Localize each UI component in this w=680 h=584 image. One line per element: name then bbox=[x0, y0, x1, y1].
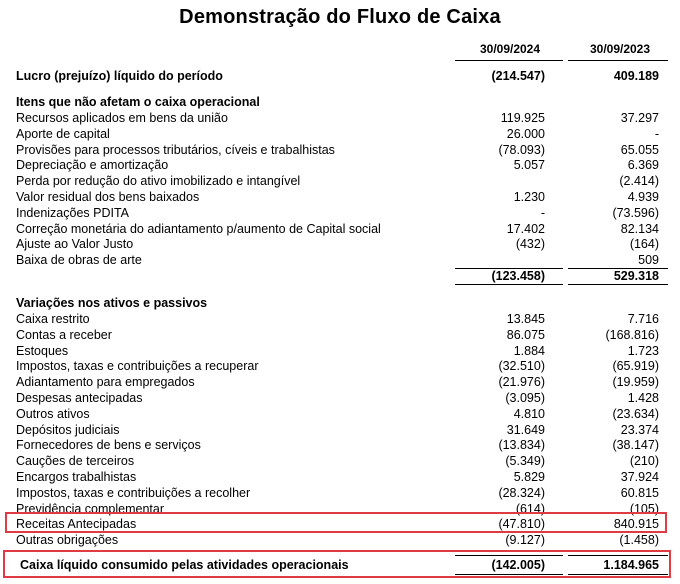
value-2024: (5.349) bbox=[505, 454, 545, 469]
row-label: Adiantamento para empregados bbox=[16, 375, 195, 390]
row-label: Depreciação e amortização bbox=[16, 158, 169, 173]
table-row bbox=[0, 469, 680, 485]
table-row bbox=[0, 437, 680, 453]
value-2024: (142.005) bbox=[491, 558, 545, 572]
value-2024: (78.093) bbox=[498, 142, 545, 157]
row-label: Fornecedores de bens e serviços bbox=[16, 438, 201, 453]
value-2023: (73.596) bbox=[612, 205, 659, 220]
row-label: Aporte de capital bbox=[16, 126, 110, 141]
value-2024: 4.810 bbox=[513, 406, 545, 421]
value-2023: (105) bbox=[629, 501, 659, 516]
value-2024: 86.075 bbox=[506, 327, 545, 342]
column-header-2023: 30/09/2023 bbox=[589, 42, 651, 56]
row-label: Receitas Antecipadas bbox=[16, 517, 137, 532]
row-label: Outros ativos bbox=[16, 406, 90, 421]
value-2023: 509 bbox=[638, 253, 659, 268]
section-heading-variations bbox=[0, 295, 680, 311]
heading-label: Variações nos ativos e passivos bbox=[16, 296, 208, 310]
value-2023: 7.716 bbox=[627, 312, 659, 326]
row-label: Baixa de obras de arte bbox=[16, 253, 142, 268]
row-label: Depósitos judiciais bbox=[16, 422, 120, 437]
value-2023: (19.959) bbox=[612, 375, 659, 390]
row-label: Indenizações PDITA bbox=[16, 205, 130, 220]
total-bottom-rule-2024 bbox=[455, 574, 563, 575]
page-title: Demonstração do Fluxo de Caixa bbox=[179, 6, 501, 28]
row-label: Outras obrigações bbox=[16, 533, 119, 548]
subtotal-bottom-rule-2023 bbox=[568, 284, 668, 285]
value-2023: (168.816) bbox=[605, 327, 659, 342]
value-2023: (38.147) bbox=[612, 438, 659, 453]
total-bottom-rule-2023 bbox=[568, 574, 668, 575]
row-label: Impostos, taxas e contribuições a recolher bbox=[16, 485, 251, 500]
value-2024: 26.000 bbox=[506, 126, 545, 141]
subtotal-2023: 529.318 bbox=[613, 269, 659, 283]
table-row bbox=[0, 252, 680, 268]
table-row bbox=[0, 485, 680, 501]
row-label: Correção monetária do adiantamento p/aumento de Capital social bbox=[16, 221, 381, 236]
row-label: Recursos aplicados em bens da união bbox=[16, 111, 228, 125]
value-2023: 82.134 bbox=[620, 221, 659, 236]
table-row bbox=[0, 173, 680, 189]
value-2024: (432) bbox=[515, 237, 545, 252]
value-2023: 65.055 bbox=[620, 142, 659, 157]
row-label: Caixa líquido consumido pelas atividades operacionais bbox=[20, 558, 349, 572]
subtotal-row bbox=[0, 268, 680, 284]
value-2023: 409.189 bbox=[613, 69, 659, 83]
column-rule-2024 bbox=[455, 60, 563, 61]
value-2024: 13.845 bbox=[506, 312, 545, 326]
table-row bbox=[0, 532, 680, 548]
value-2024: (28.324) bbox=[498, 485, 545, 500]
value-2023: 1.184.965 bbox=[603, 558, 659, 572]
column-rule-2023 bbox=[568, 60, 668, 61]
value-2023: 840.915 bbox=[613, 517, 659, 532]
subtotal-bottom-rule-2024 bbox=[455, 284, 563, 285]
net-income-row bbox=[0, 68, 680, 84]
table-row bbox=[0, 126, 680, 142]
value-2023: 37.924 bbox=[620, 470, 659, 484]
value-2024: 31.649 bbox=[506, 422, 545, 437]
section-heading-non-cash bbox=[0, 94, 680, 110]
row-label: Lucro (prejuízo) líquido do período bbox=[16, 69, 223, 83]
value-2024: 1.230 bbox=[513, 190, 545, 204]
value-2024: - bbox=[540, 205, 545, 220]
value-2023: 1.723 bbox=[627, 343, 659, 358]
total-row bbox=[0, 557, 680, 573]
highlight-receitas-antecipadas bbox=[5, 512, 667, 533]
row-label: Encargos trabalhistas bbox=[16, 470, 137, 484]
table-row bbox=[0, 327, 680, 343]
value-2024: (47.810) bbox=[498, 517, 545, 532]
table-row bbox=[0, 311, 680, 327]
value-2023: (1.458) bbox=[619, 533, 659, 548]
row-label: Despesas antecipadas bbox=[16, 391, 143, 405]
table-row bbox=[0, 110, 680, 126]
value-2023: 1.428 bbox=[627, 391, 659, 405]
heading-label: Itens que não afetam o caixa operacional bbox=[16, 95, 260, 109]
value-2024: (9.127) bbox=[505, 533, 545, 548]
table-row bbox=[0, 358, 680, 374]
value-2023: (210) bbox=[629, 454, 659, 469]
value-2024: 119.925 bbox=[500, 111, 545, 125]
value-2023: (2.414) bbox=[619, 174, 659, 189]
value-2024: (13.834) bbox=[498, 438, 545, 453]
table-row bbox=[0, 343, 680, 359]
table-row bbox=[0, 189, 680, 205]
value-2023: (23.634) bbox=[612, 406, 659, 421]
table-row bbox=[0, 374, 680, 390]
value-2023: 60.815 bbox=[620, 485, 659, 500]
value-2024: 5.829 bbox=[513, 470, 545, 484]
row-label: Ajuste ao Valor Justo bbox=[16, 237, 134, 252]
table-row bbox=[0, 422, 680, 438]
value-2024: (3.095) bbox=[505, 391, 545, 405]
value-2023: 37.297 bbox=[620, 111, 659, 125]
value-2023: 23.374 bbox=[620, 422, 659, 437]
value-2023: 6.369 bbox=[627, 158, 659, 173]
table-row bbox=[0, 157, 680, 173]
value-2024: 5.057 bbox=[513, 158, 545, 173]
row-label: Impostos, taxas e contribuições a recuperar bbox=[16, 359, 259, 374]
row-label: Estoques bbox=[16, 343, 69, 358]
table-row bbox=[0, 453, 680, 469]
value-2024: (21.976) bbox=[498, 375, 545, 390]
value-2023: (65.919) bbox=[612, 359, 659, 374]
subtotal-2024: (123.458) bbox=[491, 269, 545, 283]
value-2023: - bbox=[654, 126, 659, 141]
value-2023: 4.939 bbox=[627, 190, 659, 204]
table-row bbox=[0, 221, 680, 237]
column-header-2024: 30/09/2024 bbox=[479, 42, 541, 56]
value-2024: (214.547) bbox=[491, 69, 545, 83]
table-row bbox=[0, 390, 680, 406]
table-row bbox=[0, 406, 680, 422]
table-row bbox=[0, 142, 680, 158]
row-label: Provisões para processos tributários, cíveis e trabalhistas bbox=[16, 142, 335, 157]
value-2024: 1.884 bbox=[513, 343, 545, 358]
value-2024: 17.402 bbox=[506, 221, 545, 236]
row-label: Previdência complementar bbox=[16, 501, 164, 516]
value-2024: (32.510) bbox=[498, 359, 545, 374]
table-row bbox=[0, 205, 680, 221]
row-label: Perda por redução do ativo imobilizado e intangível bbox=[16, 174, 301, 189]
value-2024: (614) bbox=[515, 501, 545, 516]
row-label: Cauções de terceiros bbox=[16, 454, 135, 469]
value-2023: (164) bbox=[629, 237, 659, 252]
row-label: Valor residual dos bens baixados bbox=[16, 190, 200, 204]
row-label: Contas a receber bbox=[16, 327, 112, 342]
table-row bbox=[0, 236, 680, 252]
row-label: Caixa restrito bbox=[16, 312, 90, 326]
